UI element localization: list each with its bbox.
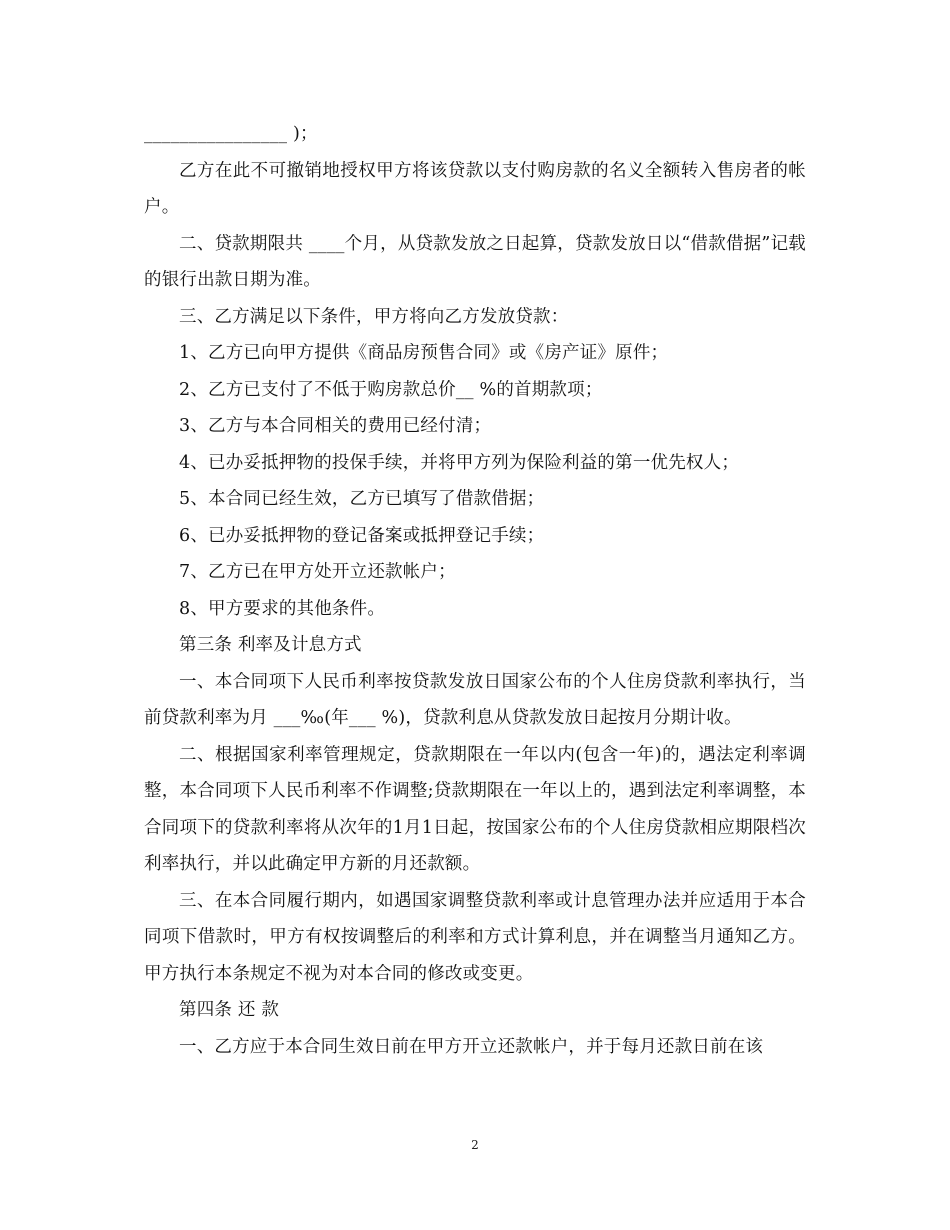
condition-item-4: 4、已办妥抵押物的投保手续，并将甲方列为保险利益的第一优先权人； [179,452,740,473]
paragraph-authorization: 乙方在此不可撤销地授权甲方将该贷款以支付购房款的名义全额转入售房者的帐户。 [144,160,806,217]
section-heading-article-3: 第三条 利率及计息方式 [179,635,362,655]
paragraph-rate-adjustment: 二、根据国家利率管理规定，贷款期限在一年以内(包含一年)的，遇法定利率调整，本合同项下人民币利率不作调整;贷款期限在一年以上的，遇到法定利率调整，本合同项下的贷款利率将从次年的1月1日起，按国家公布的个人住房贷款相应期限档次利率执行，并以此确定甲方新的月还款额。 [144,744,806,874]
condition-item-3: 3、乙方与本合同相关的费用已经付清； [179,416,492,436]
condition-item-5: 5、本合同已经生效，乙方已填写了借款借据； [179,489,545,509]
condition-item-2: 2、乙方已支付了不低于购房款总价__ %的首期款项； [179,379,603,400]
document-body [144,116,806,1065]
condition-item-6: 6、已办妥抵押物的登记备案或抵押登记手续； [179,525,545,546]
condition-item-8: 8、甲方要求的其他条件。 [179,598,386,619]
paragraph-repayment-account: 一、乙方应于本合同生效日前在甲方开立还款帐户，并于每月还款日前在该 [179,1036,764,1057]
condition-item-1: 1、乙方已向甲方提供《商品房预售合同》或《房产证》原件； [179,343,669,363]
page-number: 2 [471,1138,479,1152]
paragraph-loan-term: 二、贷款期限共 ____个月，从贷款发放之日起算，贷款发放日以“借款借据”记载的银行出款日期为准。 [144,233,806,290]
paragraph-conditions-intro: 三、乙方满足以下条件，甲方将向乙方发放贷款： [179,306,569,327]
condition-item-7: 7、乙方已在甲方处开立还款帐户； [179,562,456,582]
paragraph-interest-rate: 一、本合同项下人民币利率按贷款发放日国家公布的个人住房贷款利率执行，当前贷款利率为月 ___‰(年___ %)，贷款利息从贷款发放日起按月分期计收。 [144,671,806,728]
section-heading-article-4: 第四条 还 款 [179,1000,280,1020]
paragraph-rate-change-right: 三、在本合同履行期内，如遇国家调整贷款利率或计息管理办法并应适用于本合同项下借款时，甲方有权按调整后的利率和方式计算利息，并在调整当月通知乙方。甲方执行本条规定不视为对本合同的修改或变更。 [144,890,806,984]
paragraph-blank-end: ________________ )； [144,124,318,144]
